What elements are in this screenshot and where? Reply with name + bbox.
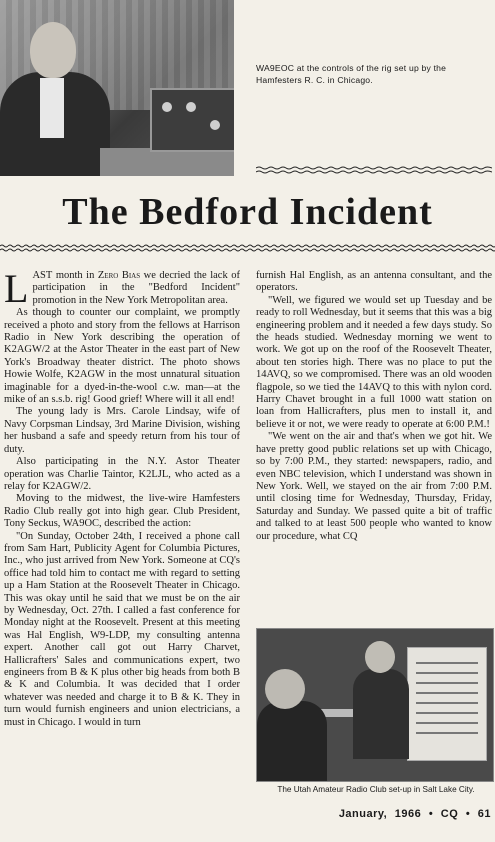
drop-cap: L xyxy=(4,266,29,311)
magazine-name: CQ xyxy=(440,808,459,820)
wavy-rule-top-right xyxy=(256,166,492,174)
bottom-photo-caption: The Utah Amateur Radio Club set-up in Salt Lake City. xyxy=(277,785,475,794)
paragraph: Also participating in the N.Y. Astor Theater operation was Charlie Taintor, K2LJL, who acted as a relay for K2AGW/2. xyxy=(4,456,240,492)
paragraph: As though to counter our complaint, we promptly received a photo and story from the fellows at Harrison Radio in New York describing the operation of K2AGW/2 at the Astor Theater in the east part of New York's Broadway theater district. The photo shows Howie Wolfe, K2AGW in the most unnatural situation imaginable for a dyed-in-the-wool c.w. man—at the mike of an s.s.b. rig! Good grief! Where will it all end! xyxy=(4,307,240,406)
column-right xyxy=(256,270,492,543)
page-footer: January, 1966 • CQ • 61 xyxy=(338,808,491,820)
wavy-rule-below-title xyxy=(0,244,495,252)
utah-club-photo xyxy=(256,628,494,782)
issue-date: January, 1966 xyxy=(338,808,422,820)
column-left xyxy=(4,266,240,729)
article-title: The Bedford Incident xyxy=(62,191,433,233)
top-photo-caption: WA9EOC at the controls of the rig set up by the Hamfesters R. C. in Chicago. xyxy=(256,63,447,85)
paragraph: furnish Hal English, as an antenna consultant, and the operators. xyxy=(256,270,492,294)
paragraph: "We went on the air and that's when we got hit. We have pretty good public relations set up with Chicago, so by 7:00 P.M., they started: newspapers, radio, and even NBC television, which I understand was shown in New York. Well, we stayed on the air from 7:00 P.M. until closing time for Wednesday, Thursday, Friday, Saturday and Sunday. We passed quite a bit of traffic and talked to at least 500 people who wanted to know our procedure, what CQ xyxy=(256,431,492,542)
operator-photo xyxy=(0,0,234,176)
paragraph: "Well, we figured we would set up Tuesday and be ready to roll Wednesday, but it seems that this was a big engineering problem and it needed a few days study. So the heads studied. Wednesday morning we went to work. We got up on the roof of the Roosevelt Theater, about ten stories high. There was no place to put the 14AVQ, so we compromised. There was an old wooden flagpole, so we tied the 14AVQ to this with nylon cord. Harry Chavet brought in a full 1000 watt station on loan from Hallicrafters, plus men to install it, and believe it or not, we were ready to operate at 6:00 P.M.! xyxy=(256,294,492,430)
page-number: 61 xyxy=(477,808,491,820)
paragraph: Moving to the midwest, the live-wire Hamfesters Radio Club really got into high gear. Club President, Tony Seckus, WA9OC, described the action: xyxy=(4,493,240,530)
paragraph-intro: LAST month in Zero Bias we decried the lack of participation in the "Bedford Incident" promotion in the New York Metropolitan area. xyxy=(4,266,240,311)
paragraph: "On Sunday, October 24th, I received a phone call from Sam Hart, Publicity Agent for Columbia Pictures, Inc., who just arrived from New York. Someone at CQ's office had told him to contact me with regard to setting up a Ham Station at the Roosevelt Theater in Chicago. This was okay until he said that we must be on the air by Wednesday, Oct. 27th. I called a fast conference for Monday night at the Roosevelt. Present at this meeting was Hal English, W9-LDP, my consulting antenna expert. Another call got out Harry Charvet, Hallicrafters' Sales and communications expert, two engineers from B & K plus other big heads from both B & K and Columbia. It was decided that I order whatever was needed and charge it to B & K. They in turn would furnish engineers and union electricians, a must in Chicago. I would in turn xyxy=(4,530,240,728)
paragraph: The young lady is Mrs. Carole Lindsay, wife of Navy Corpsman Lindsay, 3rd Marine Division, wishing her husband a safe and speedy return from his tour of duty. xyxy=(4,406,240,455)
